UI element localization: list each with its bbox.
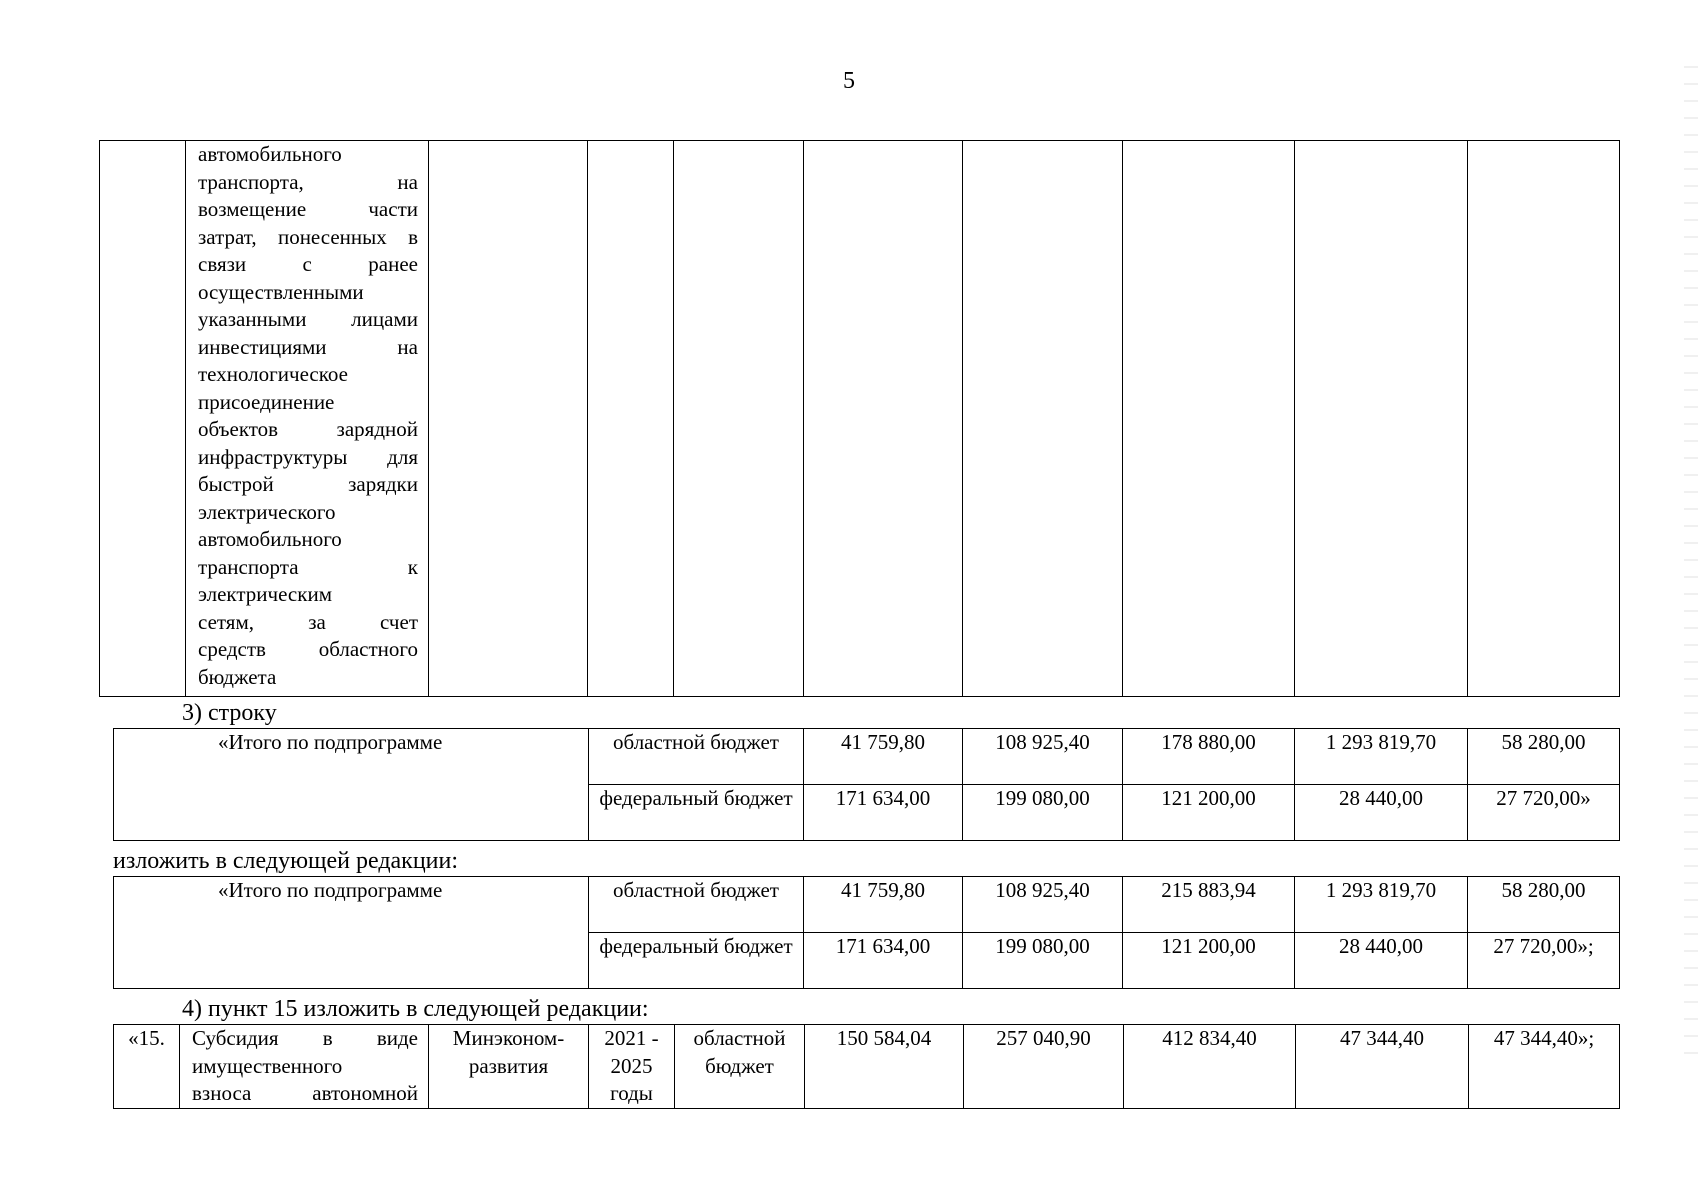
description-line: указанными лицами <box>198 307 418 331</box>
description-line: взноса автономной <box>192 1081 418 1105</box>
description-line: присоединение <box>198 389 335 414</box>
value-cell: 171 634,00 <box>804 933 963 989</box>
value-cell: 412 834,40 <box>1124 1025 1296 1109</box>
cell-value <box>1123 141 1295 697</box>
cell-executor <box>429 141 588 697</box>
description-line: средств областного <box>198 637 418 661</box>
value-cell: 58 280,00 <box>1468 877 1620 933</box>
value-cell: 121 200,00 <box>1123 933 1295 989</box>
value-cell: 1 293 819,70 <box>1295 877 1468 933</box>
value-cell: 199 080,00 <box>963 785 1123 841</box>
budget-source: областной бюджет <box>589 729 804 785</box>
item-number: «15. <box>114 1025 180 1109</box>
old-totals-table <box>113 728 1620 841</box>
measure-description <box>186 141 429 697</box>
cell-period <box>588 141 674 697</box>
table-row <box>114 877 1620 933</box>
description-line: имущественного <box>192 1053 343 1078</box>
page-number: 5 <box>843 68 855 94</box>
description-line: связи с ранее <box>198 252 418 276</box>
totals-label: «Итого по подпрограмме <box>114 729 589 841</box>
measure-description <box>180 1025 429 1109</box>
totals-label: «Итого по подпрограмме <box>114 877 589 989</box>
description-line: инфраструктуры для <box>198 444 418 469</box>
continued-measures-table <box>99 140 1620 697</box>
description-line: электрического <box>198 499 336 524</box>
cell-number <box>100 141 186 697</box>
table-row <box>114 729 1620 785</box>
value-cell: 199 080,00 <box>963 933 1123 989</box>
description-line: бюджета <box>198 664 277 689</box>
description-line: электрическим <box>198 582 332 606</box>
description-line: объектов зарядной <box>198 417 418 441</box>
value-cell: 108 925,40 <box>963 877 1123 933</box>
value-cell: 47 344,40»; <box>1469 1025 1620 1109</box>
item-15-table <box>113 1024 1620 1109</box>
new-totals-table <box>113 876 1620 989</box>
table-row <box>114 1025 1620 1109</box>
description-line: осуществленными <box>198 279 364 304</box>
description-line: затрат, понесенных в <box>198 224 418 249</box>
budget-source: федеральный бюджет <box>589 785 804 841</box>
value-cell: 1 293 819,70 <box>1295 729 1468 785</box>
paragraph-new-edition: изложить в следующей редакции: <box>113 848 459 874</box>
period: 2021 - 2025 годы <box>589 1025 675 1109</box>
value-cell: 108 925,40 <box>963 729 1123 785</box>
description-line: транспорта, на <box>198 169 418 194</box>
description-line: быстрой зарядки <box>198 472 418 496</box>
scan-edge-noise <box>1684 60 1698 1060</box>
value-cell: 27 720,00» <box>1468 785 1620 841</box>
value-cell: 28 440,00 <box>1295 785 1468 841</box>
description-line: Субсидия в виде <box>192 1026 418 1050</box>
executor: Минэконом-развития <box>429 1025 589 1109</box>
description-line: технологическое <box>198 362 348 386</box>
cell-value <box>963 141 1123 697</box>
value-cell: 171 634,00 <box>804 785 963 841</box>
budget-source: федеральный бюджет <box>589 933 804 989</box>
cell-value <box>1295 141 1468 697</box>
table-row <box>100 141 1620 697</box>
value-cell: 178 880,00 <box>1123 729 1295 785</box>
cell-value <box>1468 141 1620 697</box>
budget-source: областной бюджет <box>589 877 804 933</box>
paragraph-3: 3) строку <box>182 700 277 726</box>
budget-source: областной бюджет <box>675 1025 805 1109</box>
description-line: автомобильного <box>198 527 342 551</box>
cell-source <box>674 141 804 697</box>
value-cell: 28 440,00 <box>1295 933 1468 989</box>
value-cell: 27 720,00»; <box>1468 933 1620 989</box>
value-cell: 150 584,04 <box>805 1025 964 1109</box>
value-cell: 41 759,80 <box>804 877 963 933</box>
description-line: инвестициями на <box>198 334 418 359</box>
description-line: возмещение части <box>198 197 418 221</box>
value-cell: 257 040,90 <box>964 1025 1124 1109</box>
value-cell: 58 280,00 <box>1468 729 1620 785</box>
description-line: сетям, за счет <box>198 609 418 634</box>
value-cell: 41 759,80 <box>804 729 963 785</box>
description-line: автомобильного <box>198 142 342 166</box>
description-line: транспорта к <box>198 554 418 579</box>
value-cell: 121 200,00 <box>1123 785 1295 841</box>
cell-value <box>804 141 963 697</box>
value-cell: 47 344,40 <box>1296 1025 1469 1109</box>
paragraph-4: 4) пункт 15 изложить в следующей редакции: <box>182 996 649 1022</box>
value-cell: 215 883,94 <box>1123 877 1295 933</box>
